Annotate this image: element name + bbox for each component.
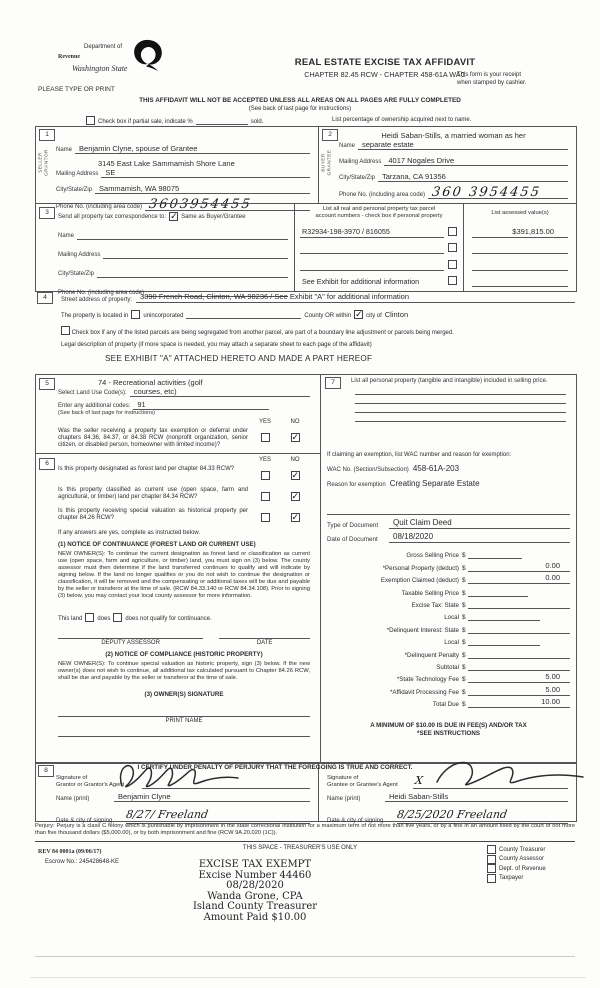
signature-section [35,762,577,822]
notice-compliance-body: NEW OWNER(S): To continue special valuation as historic property, sign (3) below. If the new owner(s) does not wish to continue, all additional tax calculated pursuant to Chapter 84.26 RCW, shall be due and payable by the seller or transferor at the time of sale. [58,661,310,681]
grantor-name-label: Name (print) [56,796,90,802]
personal-property-field-1[interactable] [355,393,566,395]
dollar-sign: $ [462,564,466,572]
parcel-blank-field-3[interactable] [300,260,444,271]
fee-label: Subtotal [436,663,459,671]
distribution-checkboxes [487,845,546,883]
assessed-value-column [464,204,576,291]
fee-label: *State Technology Fee [396,676,459,684]
stamp-line: Amount Paid $10.00 [203,911,307,923]
owners-signature-title: (3) OWNER(S) SIGNATURE [144,691,224,698]
revenue-logo [58,44,188,73]
see-exhibit-label: See Exhibit for additional information [302,277,420,286]
grantor-sig-label-1: Signature of [56,775,88,781]
parcel-personal-checkbox-2[interactable] [448,243,457,252]
section7-number: 7 [325,377,341,389]
land-does-not-checkbox[interactable] [113,613,122,622]
s5-yes-checkbox[interactable] [261,433,270,442]
section5-number: 5 [39,378,55,390]
corr-name-field[interactable] [77,230,288,240]
stamp-line: Excise Number 44460 [198,869,312,881]
notice-compliance-title: (2) NOTICE OF COMPLIANCE (HISTORIC PROPERTY) [105,651,263,658]
main-lower-box [35,374,577,764]
street-address-field[interactable]: 3890 French Road, Clinton, WA 98236 / See Exhibit "A" for additional information [136,292,575,303]
grantor-name-field[interactable]: Benjamin Clyne [114,792,310,802]
fee-field[interactable]: 5.00 [468,672,570,683]
section5-see-back: (See back of last page for instructions) [58,410,156,416]
seller-side-label: SELLER [38,152,44,173]
corr-city-label: City/State/Zip [58,271,95,277]
land-use-label: Select Land Use Code(s): [58,390,127,396]
assessed-blank-3[interactable] [472,260,568,271]
deputy-assessor-label: DEPUTY ASSESSOR [101,640,160,646]
land-does-checkbox[interactable] [85,613,94,622]
dollar-sign: $ [462,663,466,671]
buyer-side-label: BUYER [321,153,327,172]
deputy-assessor-signature-field[interactable] [58,638,203,639]
dollar-sign: $ [462,626,466,634]
assessed-header: List assessed value(s) [491,210,549,216]
unincorporated-label: unincorporated [143,313,184,319]
grantee-date-field[interactable] [397,805,568,824]
grantor-date-label: Date & city of signing [56,818,113,824]
legal-description-value: SEE EXHIBIT "A" ATTACHED HERETO AND MADE A PART HEREOF [105,354,373,363]
fee-label: *Delinquent Interest: State [386,626,459,634]
form-chapter: CHAPTER 82.45 RCW - CHAPTER 458-61A WAC [304,70,466,79]
assessed-blank-4[interactable] [472,276,568,287]
wac-field[interactable]: 458-61A-203 [412,464,460,473]
receipt-note-line1: This form is your receipt [457,72,522,78]
sold-label: sold. [250,119,264,125]
city-of-field[interactable]: Clinton [384,310,409,319]
section6-no-header: NO [290,457,300,463]
fee-label: Taxable Selling Price [401,589,459,597]
same-as-buyer-checkbox[interactable] [169,212,178,221]
fee-field[interactable]: 0.00 [468,573,570,584]
reason-label: Reason for exemption [327,482,386,488]
if-any-yes-note: If any answers are yes, complete as instructed below. [58,530,201,536]
scan-artifact-line [35,956,575,957]
land-use-field[interactable]: courses, etc) [130,387,310,397]
certify-statement: I CERTIFY UNDER PENALTY OF PERJURY THAT THE FOREGOING IS TRUE AND CORRECT. [137,764,413,771]
q2-yes-checkbox[interactable] [261,492,270,501]
grantee-name-field[interactable]: Heidi Saban-Stills [385,792,568,802]
assessed-value-field[interactable]: $391,815.00 [472,227,568,238]
section6-number: 6 [39,458,55,470]
grantee-date-label: Date & city of signing [327,818,384,824]
fee-field[interactable] [468,557,522,559]
seller-box [36,127,319,212]
street-address-label: Street address of property: [61,297,133,303]
seller-name-label: Name [56,147,73,153]
buyer-name-line1: Heidi Saban-Stills, a married woman as her [381,131,526,140]
section3-number: 3 [39,207,55,219]
seller-name-field[interactable]: Benjamin Clyne, spouse of Grantee [75,144,310,154]
notice-continuance-body: NEW OWNER(S): To continue the current designation as forest land or classification as current use (open space, farm and agriculture, or timber) land, you must sign on (3) below. The county assessor must then determine if the land transferred continues to qualify and will indicate by signing below. If the land no longer qualifies or you do not wish to continue the designation or classification, it will be removed and the compensating or additional taxes will be due and payable by the seller or transferor at the time of sale. (RCW 84.33.140 or RCW 84.34.108). Prior to signing (3) below, you may contact your local county assessor for more information. [58,551,310,599]
fee-label: Exemption Claimed (deduct) [380,577,459,585]
segregated-label: Check box if any of the listed parcels are being segregated from another parcel, are part of a boundary line adjustment or parcels being merged. [71,330,454,336]
fee-label: Gross Selling Price [406,552,459,560]
fee-field[interactable]: 5.00 [468,685,570,696]
doc-date-label: Date of Document [327,536,378,543]
tax-correspondence-box [35,203,577,296]
buyer-city-field[interactable]: Tarzana, CA 91356 [378,172,568,182]
buyer-name-label: Name [339,143,356,149]
stamp-line: Island County Treasurer [192,901,318,912]
land-use-value-line1: 74 - Recreational activities (golf [98,378,203,387]
owners-signature-field[interactable] [58,715,310,717]
buyer-phone-handwriting: 360 3954455 [431,185,542,200]
section5-question: Was the seller receiving a property tax exemption or deferral under chapters 84.36, 84.37, or 84.38 RCW (nonprofit organization, senior citizen, or disabled person, homeowner with limited income)? [58,428,248,448]
dollar-sign: $ [462,651,466,659]
print-name-label: PRINT NAME [165,718,203,724]
forest-land-question: Is this property designated as forest land per chapter 84.33 RCW? [58,466,235,472]
notice-continuance-title: (1) NOTICE OF CONTINUANCE (FOREST LAND OR CURRENT USE) [58,541,256,548]
treasurer-stamp [150,860,360,923]
parcel-header-line2: account numbers - check box if personal property [315,212,443,219]
land-use-column [36,375,321,763]
reason-field[interactable]: Creating Separate Estate [389,479,480,488]
fee-label: Local [444,639,459,647]
county-or-label: County OR within [304,313,352,319]
stamp-line: Wanda Grone, CPA [207,890,303,902]
buyer-address-field[interactable]: 4017 Nogales Drive [384,156,568,166]
section1-number: 1 [39,129,55,141]
fee-label: *Affidavit Processing Fee [389,688,459,696]
dollar-sign: $ [462,639,466,647]
fee-field[interactable] [468,595,528,597]
parcel-personal-checkbox-3[interactable] [448,260,457,269]
document-divider [327,514,570,515]
section6-yes-header: YES [258,457,271,463]
property-location-section [35,292,575,372]
does-not-label: does not qualify for continuance. [125,616,212,622]
footer-divider [35,841,575,842]
seller-phone-label: Phone No. (including area code) [56,204,143,210]
dollar-sign: $ [462,589,466,597]
please-type-label: PLEASE TYPE OR PRINT [38,86,115,93]
q2-no-checkbox[interactable] [291,492,300,501]
see-instructions-note: *SEE INSTRUCTIONS [417,730,480,738]
q1-no-checkbox[interactable] [291,471,300,480]
seller-phone-handwriting: 3603954455 [148,197,253,212]
escrow-label: Escrow No.: [45,859,78,865]
doc-date-field[interactable]: 08/18/2020 [389,532,570,543]
q3-no-checkbox[interactable] [291,513,300,522]
located-in-label: The property is located in [61,313,129,319]
deputy-date-label: DATE [256,640,273,646]
form-title: REAL ESTATE EXCISE TAX AFFIDAVIT [294,57,476,68]
treasurer-use-label: THIS SPACE - TREASURER'S USE ONLY [242,845,358,851]
corr-address-field[interactable] [103,249,288,259]
grantor-date-field[interactable] [126,805,310,824]
grantee-x-mark: X [414,774,424,787]
washington-state-label: Washington State [72,64,128,73]
county-field[interactable] [186,318,301,319]
doc-type-label: Type of Document [327,522,379,529]
parcel-header-line1: List all real and personal property tax parcel [322,206,436,212]
city-of-label: city of [366,313,382,319]
partial-sale-percent-field[interactable] [196,124,248,125]
receipt-note-line2: when stamped by cashier. [457,79,527,86]
county-assessor-checkbox[interactable] [487,855,496,864]
send-correspondence-label: Send all property tax correspondence to: [58,213,167,220]
corr-address-label: Mailing Address [58,252,101,258]
revenue-swirl-icon [130,38,164,72]
dollar-sign: $ [462,676,466,684]
buyer-city-label: City/State/Zip [339,175,376,181]
stamp-line: 08/28/2020 [226,880,284,891]
personal-property-field-2[interactable] [355,402,566,404]
see-back-note: (See back of last page for instructions) [248,106,352,112]
parcel-column [294,204,464,291]
grantor-side-label: GRANTOR [44,149,49,176]
grantee-side-label: GRANTEE [327,149,332,176]
doc-type-field[interactable]: Quit Claim Deed [389,518,570,529]
revenue-wordmark: Revenue [58,54,80,60]
assessed-blank-2[interactable] [472,243,568,254]
grantee-name-label: Name (print) [327,796,361,802]
exemption-intro: If claiming an exemption, list WAC number and reason for exemption: [327,452,512,458]
section4-number: 4 [37,292,53,304]
seller-city-label: City/State/Zip [56,187,93,193]
perjury-statement: Perjury: Perjury is a class C felony which is punishable by imprisonment in the state correctional institution for a maximum term of not more than five years, or by a fine in an amount fixed by the court of not more than five thousand dollars ($5,000.00), or by both imprisonment and fine (RCW 9A.20.020 (1C)). [35,823,575,836]
parcel-number-field[interactable]: R32934-198-3970 / 816055 [300,227,444,238]
corr-city-field[interactable] [97,268,288,278]
personal-property-field-4[interactable] [355,420,566,422]
grantee-sig-label-2: Grantee or Grantee's Agent [327,782,398,788]
section8-number: 8 [38,765,54,777]
grantee-date-handwriting: 8/25/2020 Freeland [396,808,508,821]
dept-of-label: Department of [84,44,123,50]
grantor-sig-label-2: Grantor or Grantor's Agent [56,782,125,788]
seller-address-field[interactable]: SE [101,168,310,178]
q3-yes-checkbox[interactable] [261,513,270,522]
fee-field[interactable] [468,644,540,646]
parcel-personal-checkbox-1[interactable] [448,227,457,236]
buyer-box [319,127,576,203]
partial-sale-checkbox[interactable] [86,116,95,125]
q1-yes-checkbox[interactable] [261,471,270,480]
dollar-sign: $ [462,577,466,585]
segregated-checkbox[interactable] [61,326,70,335]
legal-description-label: Legal description of property (if more space is needed, you may attach a separate sheet to each page of the affidavit) [61,342,372,348]
section2-number: 2 [322,129,338,141]
print-name-field[interactable] [58,735,310,737]
dollar-sign: $ [462,701,466,709]
additional-codes-label: Enter any additional codes: [58,403,131,409]
county-treasurer-checkbox[interactable] [487,845,496,854]
taxpayer-label: Taxpayer [499,875,524,882]
dollar-sign: $ [462,601,466,609]
buyer-address-label: Mailing Address [339,159,382,165]
fee-field[interactable] [468,669,570,671]
buyer-phone-field[interactable] [428,185,568,200]
historical-property-question: Is this property receiving special valuation as historical property per chapter 84.26 RCW? [58,508,248,521]
personal-property-label: List all personal property (tangible and intangible) included in selling price. [351,378,548,384]
grantor-date-handwriting: 8/27/ Freeland [125,808,210,821]
ownership-note: List percentage of ownership acquired next to name. [332,117,472,123]
personal-property-field-3[interactable] [355,411,566,413]
corr-name-label: Name [58,233,75,239]
this-land-label: This land [58,616,83,622]
fee-field[interactable] [468,632,570,634]
fee-field[interactable]: 0.00 [468,561,570,572]
additional-codes-field[interactable]: 91 [133,400,269,410]
scan-artifact-line [30,977,586,978]
escrow-value: 245428648-KE [79,859,120,865]
fee-label: *Delinquent Penalty [404,651,459,659]
city-checkbox[interactable] [354,310,363,319]
seller-address-label: Mailing Address [56,171,99,177]
county-assessor-label: County Assessor [499,856,545,863]
fee-field[interactable] [468,619,540,621]
selling-price-column [321,375,576,763]
fee-label: Total Due [432,701,459,709]
does-label: does [97,616,111,622]
fee-field[interactable] [468,657,570,659]
fee-field[interactable]: 10.00 [468,697,570,708]
stamp-line: EXCISE TAX EXEMPT [198,859,312,870]
section5-no-header: NO [290,419,300,425]
see-exhibit-checkbox[interactable] [448,276,457,285]
seller-city-field[interactable]: Sammamish, WA 98075 [95,184,310,194]
minimum-due-note: A MINIMUM OF $10.00 IS DUE IN FEE(S) AND/OR TAX [370,722,527,730]
taxpayer-checkbox[interactable] [487,874,496,883]
current-use-question: Is this property classified as current use (open space, farm and agricultural, or timber) land per chapter 84.34 RCW? [58,487,248,500]
deputy-date-field[interactable] [219,638,310,639]
corr-phone-label: Phone No. (including area code) [58,290,145,296]
grantee-signature-handwriting [425,756,590,792]
fee-label: *Personal Property (deduct) [382,564,459,572]
s5-no-checkbox[interactable] [291,433,300,442]
wac-label: WAC No. (Section/Subsection) [327,467,409,473]
acceptance-notice: THIS AFFIDAVIT WILL NOT BE ACCEPTED UNLESS ALL AREAS ON ALL PAGES ARE FULLY COMPLETED [139,97,461,104]
fee-label: Local [444,614,459,622]
dept-of-revenue-checkbox[interactable] [487,864,496,873]
grantee-sig-label-1: Signature of [327,775,359,781]
dollar-sign: $ [462,552,466,560]
grantee-signature-field[interactable] [413,774,568,789]
unincorporated-checkbox[interactable] [131,310,140,319]
county-treasurer-label: County Treasurer [499,846,546,853]
section6 [36,454,320,737]
dollar-sign: $ [462,614,466,622]
same-as-buyer-label: Same as Buyer/Grantee [181,213,246,220]
section5 [36,375,320,454]
grantor-signature-field[interactable] [142,774,310,789]
section5-yes-header: YES [258,419,271,425]
partial-sale-label: Check box if partial sale, indicate % [98,119,193,125]
fee-label: Excise Tax: State [411,601,459,609]
seller-address-line1: 3145 East Lake Sammamish Shore Lane [98,159,235,168]
parcel-blank-field-2[interactable] [300,243,444,254]
buyer-phone-label: Phone No. (including area code) [339,192,426,198]
dept-of-revenue-label: Dept. of Revenue [499,865,546,872]
buyer-name-field[interactable]: separate estate [358,140,568,150]
form-rev-number: REV 84 0001a (09/06/17) [38,849,102,855]
fee-field[interactable] [468,607,570,609]
dollar-sign: $ [462,688,466,696]
